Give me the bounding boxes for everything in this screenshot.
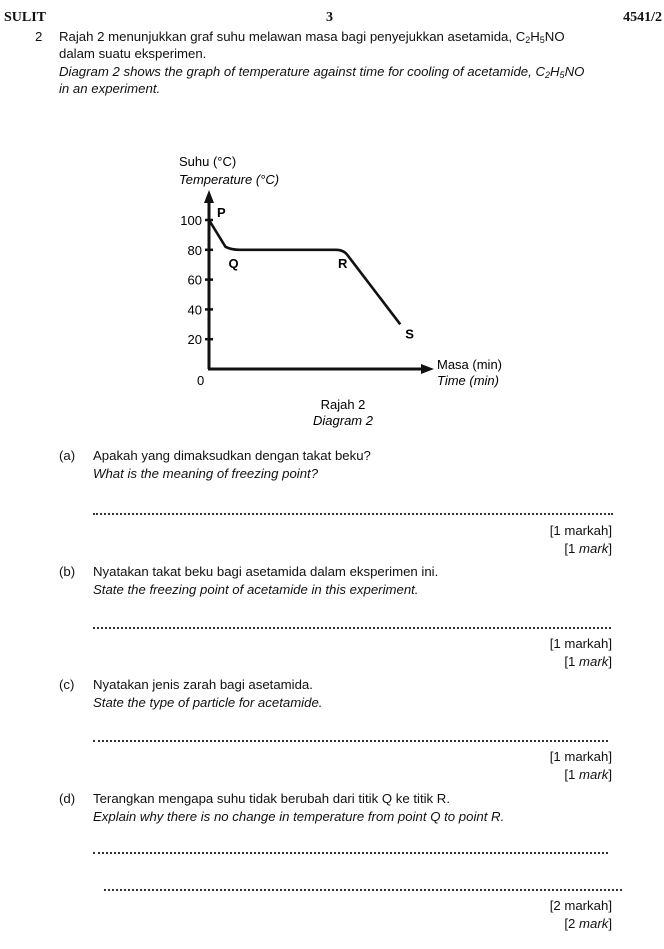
origin-label: 0 (197, 373, 205, 388)
x-axis-arrow-icon (421, 364, 434, 374)
part-a-marks-malay: [1 markah] (549, 523, 612, 538)
point-label-r: R (338, 255, 348, 271)
point-label-s: S (405, 326, 414, 342)
part-a-question-malay: Apakah yang dimaksudkan dengan takat beku? (93, 448, 371, 463)
intro-english-line2: in an experiment. (59, 81, 161, 96)
part-b-label: (b) (59, 564, 76, 579)
x-axis-label-english: Time (min) (437, 373, 499, 388)
y-tick-label: 20 (187, 332, 202, 348)
part-c-answer-line[interactable] (93, 740, 608, 742)
cooling-curve-line (209, 220, 400, 324)
part-b-marks-english: [1 mark] (564, 654, 612, 669)
y-axis-label-english: Temperature (°C) (179, 172, 280, 187)
intro-english-line1: Diagram 2 shows the graph of temperature against time for cooling of acetamide, $C_2H_5NO$ (59, 64, 585, 80)
intro-malay-line1: Rajah 2 menunjukkan graf suhu melawan masa bagi penyejukkan asetamida, $C_2H_5NO$ (59, 29, 565, 45)
question-number: 2 (35, 29, 43, 44)
part-b-marks-malay: [1 markah] (549, 636, 612, 651)
part-c-marks-english: [1 mark] (564, 767, 612, 782)
y-tick-label: 100 (180, 213, 202, 228)
part-c-marks-malay: [1 markah] (549, 749, 612, 764)
y-tick-label: 40 (187, 302, 202, 318)
point-label-q: Q (228, 255, 239, 271)
x-axis-label-malay: Masa (min) (437, 357, 503, 372)
part-c-question-english: State the type of particle for acetamide. (93, 695, 323, 710)
part-b-answer-line[interactable] (93, 627, 611, 629)
part-d-answer-line-1[interactable] (93, 852, 608, 854)
intro-malay-line2: dalam suatu eksperimen. (59, 46, 207, 61)
part-d-answer-line-2[interactable] (104, 889, 622, 891)
figure-caption-malay: Rajah 2 (320, 397, 366, 412)
part-c-question-malay: Nyatakan jenis zarah bagi asetamida. (93, 677, 313, 692)
point-label-p: P (217, 205, 226, 220)
y-axis-arrow-icon (204, 190, 214, 203)
part-a-answer-line[interactable] (93, 513, 613, 515)
y-tick-label: 80 (187, 242, 202, 258)
part-c-label: (c) (59, 677, 75, 692)
part-d-marks-malay: [2 markah] (549, 898, 612, 913)
part-b-question-malay: Nyatakan takat beku bagi asetamida dalam eksperimen ini. (93, 564, 439, 579)
y-axis-label-malay: Suhu (°C) (179, 154, 237, 169)
part-a-label: (a) (59, 448, 76, 463)
part-d-marks-english: [2 mark] (564, 916, 612, 931)
y-tick-label: 60 (187, 272, 202, 288)
part-d-question-english: Explain why there is no change in temperature from point Q to point R. (93, 809, 505, 824)
page-number: 3 (326, 10, 333, 25)
figure-caption-english: Diagram 2 (313, 413, 373, 428)
paper-code: 4541/2 (623, 10, 662, 25)
part-d-question-malay: Terangkan mengapa suhu tidak berubah dari titik Q ke titik R. (93, 791, 450, 806)
part-a-question-english: What is the meaning of freezing point? (93, 466, 319, 481)
part-b-question-english: State the freezing point of acetamide in this experiment. (93, 582, 419, 597)
part-d-label: (d) (59, 791, 76, 806)
part-a-marks-english: [1 mark] (564, 541, 612, 556)
header-sulit: SULIT (4, 10, 47, 25)
